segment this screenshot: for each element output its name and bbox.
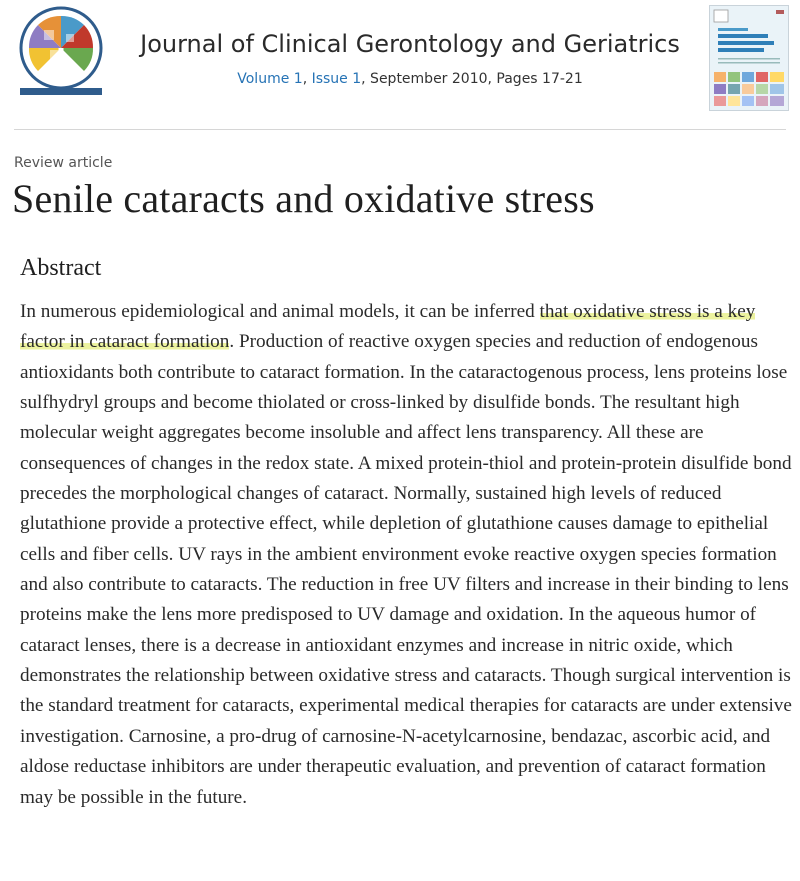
issue-link[interactable]: Issue 1 [311,71,362,87]
journal-cover-thumbnail[interactable] [709,5,789,111]
volume-issue-separator: , [302,71,312,87]
abstract-body [20,297,795,813]
society-logo-icon[interactable] [14,4,108,98]
abstract-heading: Abstract [20,255,102,281]
abstract-text-start: In numerous epidemiological and animal models, it can be inferred [20,301,540,322]
abstract-text-rest: . Production of reactive oxygen species and reduction of endogenous antioxidants both contribute to cataract formation. In the cataractogenous process, lens proteins lose sulfhydryl groups and become thiolated or cross-linked by disulfide bonds. The resultant high molecular weight aggregates become insoluble and affect lens transparency. All these are consequences of changes in the redox state. A mixed protein-thiol and protein-protein disulfide bond precedes the morphological changes of cataract. Normally, sustained high levels of reduced glutathione provide a protective effect, while depletion of glutathione causes damage to epithelial cells and fiber cells. UV rays in the ambient environment evoke reactive oxygen species formation and also contribute to cataracts. The reduction in free UV filters and increase in their binding to lens proteins make the lens more predisposed to UV damage and oxidation. In the aqueous humor of cataract lenses, there is a decrease in antioxidant enzymes and increase in nitric oxide, which demonstrates the relationship between oxidative stress and cataracts. Though surgical intervention is the standard treatment for cataracts, experimental medical therapies for cataracts are under extensive investigation. Carnosine, a pro-drug of carnosine-N-acetylcarnosine, bendazac, ascorbic acid, and aldose reductase inhibitors are under therapeutic evaluation, and prevention of cataract formation may be possible in the future. [20,331,792,808]
volume-link[interactable]: Volume 1 [237,71,303,87]
highlighted-phrase: that oxidative stress is a key factor in cataract formation [20,301,756,353]
issue-line [115,71,705,87]
article-type-label: Review article [14,155,113,171]
journal-header [0,0,800,130]
article-title: Senile cataracts and oxidative stress [12,176,595,221]
journal-title-container [115,30,705,58]
header-divider [14,129,786,130]
journal-title-link[interactable]: Journal of Clinical Gerontology and Geriatrics [140,30,680,58]
date-pages-text: , September 2010, Pages 17-21 [361,71,583,87]
